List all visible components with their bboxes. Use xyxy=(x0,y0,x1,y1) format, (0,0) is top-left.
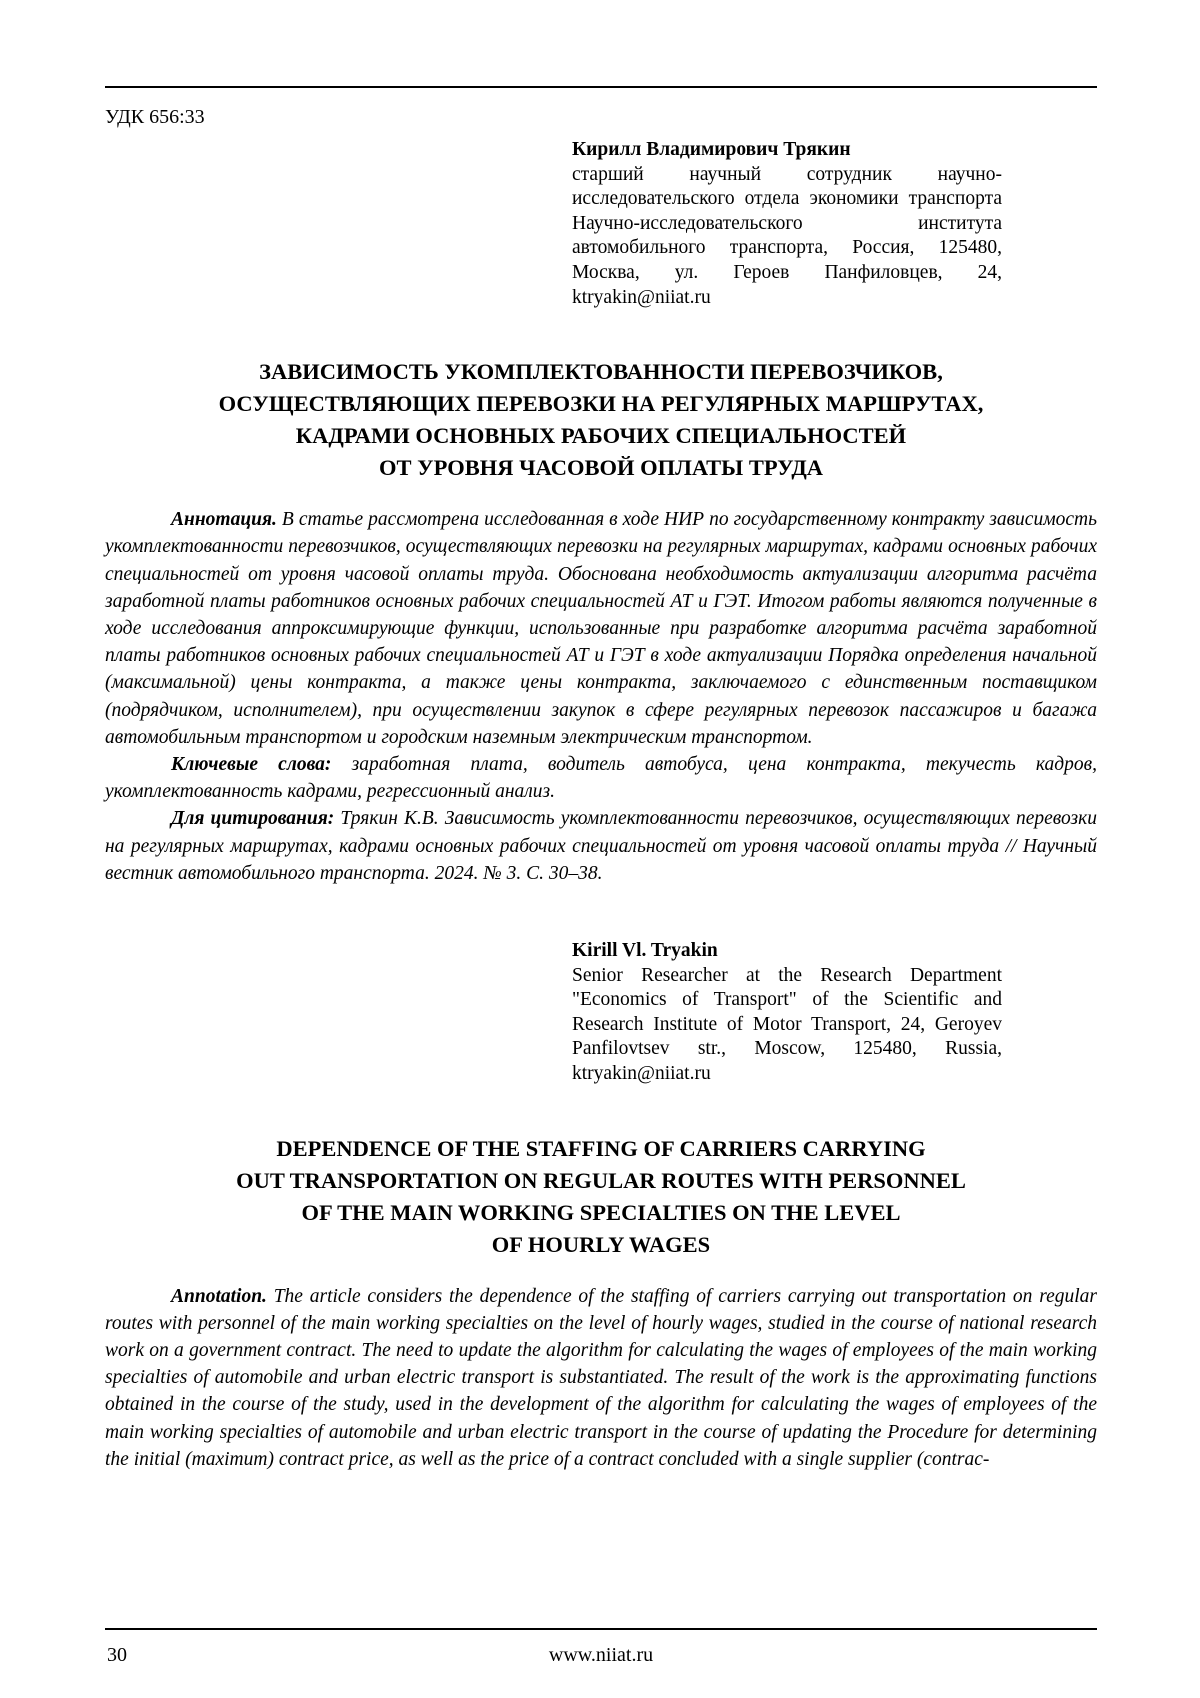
page-footer xyxy=(105,1628,1097,1668)
author-affiliation-ru: старший научный сотрудник научно-исследовательского отдела экономики транспорта Научно-исследовательского института автомобильного транспорта, Россия, 125480, Москва, ул. Героев Панфиловцев, 24, ktryakin@niiat.ru xyxy=(572,163,1002,308)
title-line: OUT TRANSPORTATION ON REGULAR ROUTES WITH PERSONNEL xyxy=(236,1167,966,1193)
citation-ru-label: Для цитирования: xyxy=(171,808,335,830)
author-name-en: Kirill Vl. Tryakin xyxy=(572,940,718,961)
abstract-ru-label: Аннотация. xyxy=(171,509,277,531)
title-line: DEPENDENCE OF THE STAFFING OF CARRIERS CARRYING xyxy=(276,1135,926,1161)
title-line: ОТ УРОВНЯ ЧАСОВОЙ ОПЛАТЫ ТРУДА xyxy=(378,455,824,481)
abstract-ru-text: В статье рассмотрена исследованная в ходе НИР по государственному контракту зависимость укомплектованности перевозчиков, осуществляющих перевозки на регулярных маршрутах, кадрами основных рабочих специальностей от уровня часовой оплаты труда. Обоснована необходимость актуализации алгоритма расчёта заработной платы работников основных рабочих специальностей АТ и ГЭТ. Итогом работы являются полученные в ходе исследования аппроксимирующие функции, использованные при разработке алгоритма расчёта заработной платы работников основных рабочих специальностей АТ и ГЭТ в ходе актуализации Порядка определения начальной (максимальной) цены контракта, а также цены контракта, заключаемого с единственным поставщиком (подрядчиком, исполнителем), при осуществлении закупок в сфере регулярных перевозок пассажиров и багажа автомобильным транспортом и городским наземным электрическим транспортом. xyxy=(105,509,1097,748)
top-rule xyxy=(105,86,1097,88)
abstract-en-label: Annotation. xyxy=(171,1285,267,1307)
keywords-ru xyxy=(105,751,1097,805)
keywords-ru-text: заработная плата, водитель автобуса, цена контракта, текучесть кадров, укомплектованность кадрами, регрессионный анализ. xyxy=(105,753,1097,803)
abstract-en xyxy=(105,1283,1097,1473)
citation-ru xyxy=(105,805,1097,887)
title-line: КАДРАМИ ОСНОВНЫХ РАБОЧИХ СПЕЦИАЛЬНОСТЕЙ xyxy=(295,423,907,449)
citation-ru-text: Трякин К.В. Зависимость укомплектованности перевозчиков, осуществляющих перевозки на регулярных маршрутах, кадрами основных рабочих специальностей от уровня часовой оплаты труда // Научный вестник автомобильного транспорта. 2024. № 3. С. 30–38. xyxy=(105,808,1097,884)
title-line: OF THE MAIN WORKING SPECIALTIES ON THE LEVEL xyxy=(301,1199,901,1225)
author-block-en xyxy=(572,939,1002,1087)
author-affiliation-en: Senior Researcher at the Research Department "Economics of Transport" of the Scientific and Research Institute of Motor Transport, 24, Geroyev Panfilovtsev str., Moscow, 125480, Russia, ktryakin@niiat.ru xyxy=(572,964,1002,1084)
title-line: ОСУЩЕСТВЛЯЮЩИХ ПЕРЕВОЗКИ НА РЕГУЛЯРНЫХ МАРШРУТАХ, xyxy=(218,391,984,417)
page-number: 30 xyxy=(107,1644,127,1666)
udc-code: УДК 656:33 xyxy=(105,106,205,128)
article-title-ru xyxy=(105,356,1097,484)
title-line: OF HOURLY WAGES xyxy=(491,1231,711,1257)
article-title-en xyxy=(105,1133,1097,1261)
abstract-en-text: The article considers the dependence of the staffing of carriers carrying out transportation on regular routes with personnel of the main working specialties on the level of hourly wages, studied in the course of national research work on a government contract. The need to update the algorithm for calculating the wages of employees of the main working specialties of automobile and urban electric transport is substantiated. The result of the work is the approximating functions obtained in the course of the study, used in the development of the algorithm for calculating the wages of employees of the main working specialties of automobile and urban electric transport in the course of updating the Procedure for determining the initial (maximum) contract price, as well as the price of a contract concluded with a single supplier (contrac- xyxy=(105,1285,1097,1470)
keywords-ru-label: Ключевые слова: xyxy=(171,753,332,775)
footer-url: www.niiat.ru xyxy=(548,1644,654,1666)
title-line: ЗАВИСИМОСТЬ УКОМПЛЕКТОВАННОСТИ ПЕРЕВОЗЧИКОВ, xyxy=(259,359,943,385)
author-name-ru: Кирилл Владимирович Трякин xyxy=(572,139,851,160)
author-block-ru xyxy=(572,138,1002,310)
abstract-ru xyxy=(105,506,1097,751)
